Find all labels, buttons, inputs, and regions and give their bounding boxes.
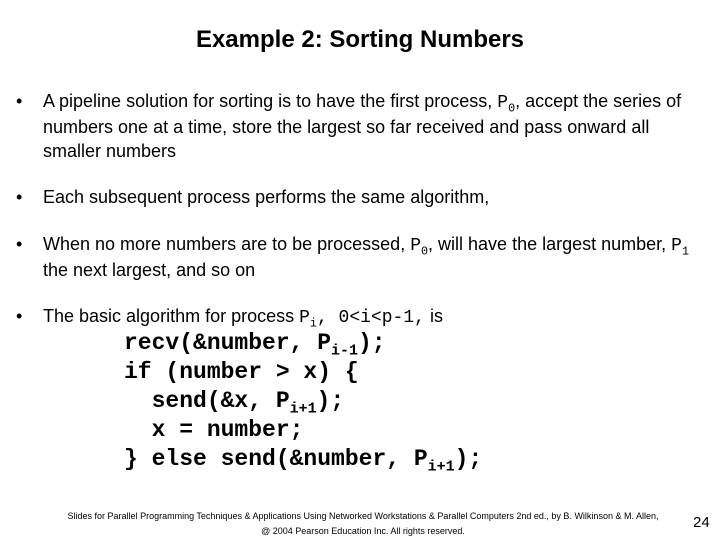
bullet-marker: •: [16, 234, 23, 254]
code-line-recv: recv(&number, $P_{i-1}$);: [124, 330, 386, 360]
slide-title: Example 2: Sorting Numbers: [195, 26, 525, 53]
code-line-else: } else send(&number, $P_{i+1}$);: [124, 446, 483, 476]
code-line-if: if (number > x) {: [124, 359, 359, 385]
bullet-marker: •: [16, 306, 23, 326]
process-p0-label: $P_0$: [497, 93, 516, 116]
bullet-text: The basic algorithm for process $P_i$, 0<i<p-1, is: [43, 306, 443, 331]
bullet-text: A pipeline solution for sorting is to have the first process, $P_0$, accept the series of numbers one at a time, store the largest so far received and pass onward all smaller numbers: [43, 91, 682, 161]
footer-credit: Slides for Parallel Programming Techniques & Applications Using Networked Workstations & Parallel Computers 2nd ed., by B. Wilkinson & M. Allen,: [67, 511, 659, 521]
code-line-send: send(&x, $P_{i+1}$);: [124, 388, 345, 418]
bullet-marker: •: [16, 91, 23, 111]
bullet-marker: •: [16, 187, 23, 207]
process-p0-label: $P_0$: [410, 236, 429, 259]
bullet-item-4: [16, 304, 696, 330]
code-line-assign: x = number;: [124, 417, 304, 443]
bullet-text: Each subsequent process performs the same algorithm,: [43, 187, 490, 207]
footer-copyright: @ 2004 Pearson Education Inc. All rights reserved.: [261, 526, 465, 536]
process-pi-label: $P_i$: [299, 308, 317, 331]
bullet-item-2: [16, 185, 696, 209]
index-range: , 0<i<p-1,: [316, 308, 425, 328]
bullet-text: When no more numbers are to be processed, $P_0$, will have the largest number, $P_1$ the next largest, and so on: [43, 234, 689, 280]
page-number: 24: [693, 514, 710, 531]
bullet-item-3: [16, 232, 696, 282]
process-p1-label: $P_1$: [671, 236, 689, 259]
code-block: [124, 329, 684, 474]
bullet-item-1: [16, 89, 696, 163]
